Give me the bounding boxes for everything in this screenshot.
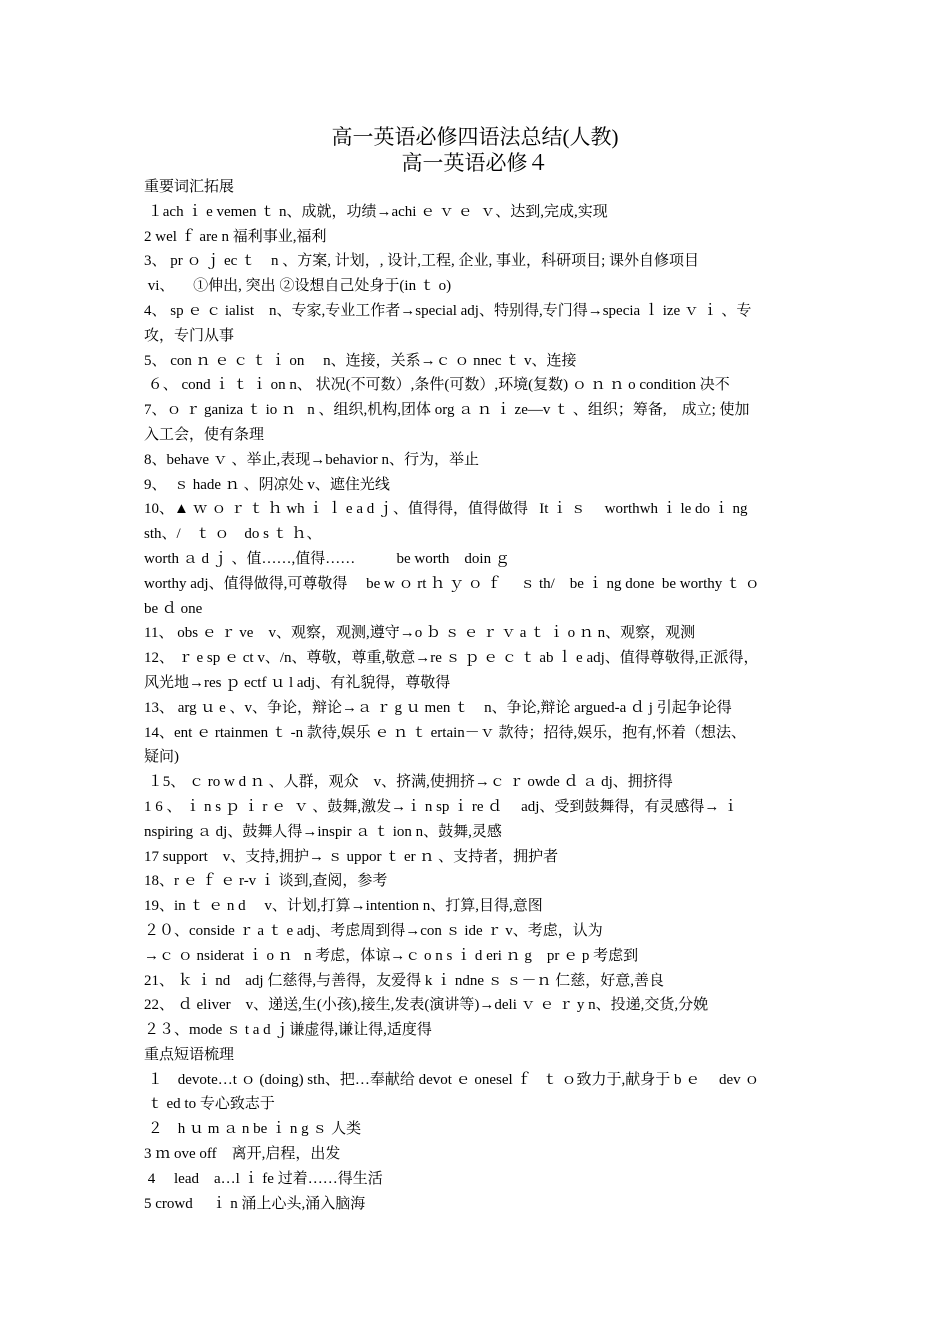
text-line: 13、 arg ｕ e 、v、争论，辩论→ａ ｒ g ｕ men ｔ n、争论,辩论 argued-a ｄ j 引起争论得 (144, 699, 732, 716)
page-subtitle: 高一英语必修４ (401, 151, 549, 175)
text-line: 入工会，使有条理 (144, 426, 265, 443)
page-title: 高一英语必修四语法总结(人教) (331, 125, 619, 149)
document-body (144, 175, 810, 1216)
text-line: 19、in ｔ ｅ n d v、计划,打算→intention n、打算,目得,意图 (144, 898, 543, 915)
text-line: 攻，专门从事 (144, 327, 235, 344)
text-line: ６、 cond ｉ ｔ ｉ on n、 状况(不可数）,条件(可数）,环境(复数) ｏ ｎ ｎ o condition 决不 (144, 377, 730, 394)
text-line: sth、/ ｔ ｏ do s ｔ ｈ、 (144, 526, 322, 543)
text-line: 2 wel ｆ are n 福利事业,福利 (144, 228, 327, 245)
text-line: be ｄ one (144, 600, 203, 617)
text-line: ２３、mode ｓ t a d ｊ谦虚得,谦让得,适度得 (144, 1022, 432, 1039)
text-line: 10、▲ ｗ ｏ ｒ ｔ ｈ wh ｉ ｌ e a d ｊ、值得得，值得做得 It ｉ ｓ worthwh ｉ le do ｉ ng (144, 501, 748, 518)
section-heading: 重要词汇拓展 (144, 179, 235, 195)
text-line: 11、 obs ｅ ｒ ve v、观察，观测,遵守→o ｂ ｓ ｅ ｒ ｖ a ｔ ｉ o ｎ n、观察，观测 (144, 625, 696, 642)
text-line: １ devote…t ｏ (doing) sth、把…奉献给 devot ｅ onesel ｆ ｔ ｏ致力于,献身于 b ｅ dev ｏ (144, 1071, 760, 1088)
text-line: worth ａ d ｊ 、值……,值得…… be worth doin ｇ (144, 550, 510, 567)
text-line: 3、 pr ｏ ｊ ec ｔ n 、方案, 计划，, 设计,工程, 企业, 事业，科研项目; 课外自修项目 (144, 253, 699, 270)
text-line: １ach ｉ e vemen ｔ n、成就，功绩→achi ｅ ｖ ｅ ｖ、达到,完成,实现 (144, 203, 608, 220)
text-line: 12、 ｒ e sp ｅ ct v、/n、尊敬，尊重,敬意→re ｓ ｐ ｅ ｃ ｔ ab ｌ e adj、值得尊敬得,正派得， (144, 650, 759, 667)
text-line: 3 ｍ ove off 离开,启程，出发 (144, 1146, 341, 1163)
text-line: 7、ｏ ｒ ganiza ｔ io ｎ n 、组织,机构,团体 org ａ ｎ ｉ ze—v ｔ 、组织；筹备, 成立; 使加 (144, 402, 750, 419)
text-line: →ｃ ｏ nsiderat ｉ o ｎ n 考虑，体谅→ｃ o n s ｉ d eri ｎ g pr ｅ p 考虑到 (144, 947, 639, 964)
text-line: ２０、conside ｒ a ｔ e adj、考虑周到得→con ｓ ide ｒ v、考虑，认为 (144, 922, 603, 939)
text-line: 4 lead a…l ｉ fe 过着……得生活 (144, 1170, 383, 1187)
text-line: worthy adj、值得做得,可尊敬得 be w ｏ rt ｈ ｙ ｏ ｆ ｓ th/ be ｉ ng done be worthy ｔ ｏ (144, 575, 760, 592)
text-line: ｔ ed to 专心致志于 (144, 1096, 275, 1113)
text-line: 疑问) (144, 749, 179, 766)
text-line: 21、 ｋ ｉ nd adj 仁慈得,与善得，友爱得 k ｉ ndne ｓ ｓ－ｎ 仁慈，好意,善良 (144, 972, 664, 989)
text-line: 4、 sp ｅ ｃ ialist n、专家,专业工作者→special adj、特别得,专门得→specia ｌ ize ｖ ｉ 、专 (144, 302, 752, 319)
text-line: 14、ent ｅ rtainmen ｔ -n 款待,娱乐 ｅ ｎ ｔ ertain－ｖ 款待；招待,娱乐，抱有,怀着（想法、 (144, 724, 747, 741)
text-line: vi、 ①伸出, 突出 ②设想自己处身于(in ｔ o) (144, 278, 452, 295)
text-line: nspiring ａ dj、鼓舞人得→inspir ａ ｔ ion n、鼓舞,灵感 (144, 823, 502, 840)
section-heading: 重点短语梳理 (144, 1046, 235, 1063)
text-line: 17 support v、支持,拥护→ ｓ uppor ｔ er ｎ 、支持者，拥护者 (144, 848, 559, 865)
text-line: 8、behave ｖ 、举止,表现→behavior n、行为，举止 (144, 451, 479, 468)
text-line: 5、 con ｎ ｅ ｃ ｔ ｉ on n、连接，关系→ｃ ｏ nnec ｔ v、连接 (144, 352, 577, 369)
text-line: 1 6 、 ｉ n s ｐ ｉ r ｅ ｖ 、鼓舞,激发→ｉ n sp ｉ re ｄ adj、受到鼓舞得，有灵感得→ ｉ (144, 798, 739, 815)
text-line: ２ h ｕ m ａ n be ｉ n g ｓ 人类 (144, 1121, 362, 1138)
text-line: １5、 ｃ ro w d ｎ 、人群，观众 v、挤满,使拥挤→ｃ ｒ owde ｄ ａ dj、拥挤得 (144, 774, 673, 791)
text-line: 9、 ｓ hade ｎ 、阴凉处 v、遮住光线 (144, 476, 390, 493)
text-line: 风光地→res ｐ ectf ｕ l adj、有礼貌得，尊敬得 (144, 674, 451, 691)
text-line: 18、r ｅ ｆ ｅ r-v ｉ 谈到,查阅，参考 (144, 873, 388, 890)
text-line: 5 crowd ｉ n 涌上心头,涌入脑海 (144, 1195, 366, 1212)
text-line: 22、 ｄ eliver v、递送,生(小孩),接生,发表(演讲等)→deli ｖ ｅ ｒ y n、投递,交货,分娩 (144, 997, 709, 1014)
